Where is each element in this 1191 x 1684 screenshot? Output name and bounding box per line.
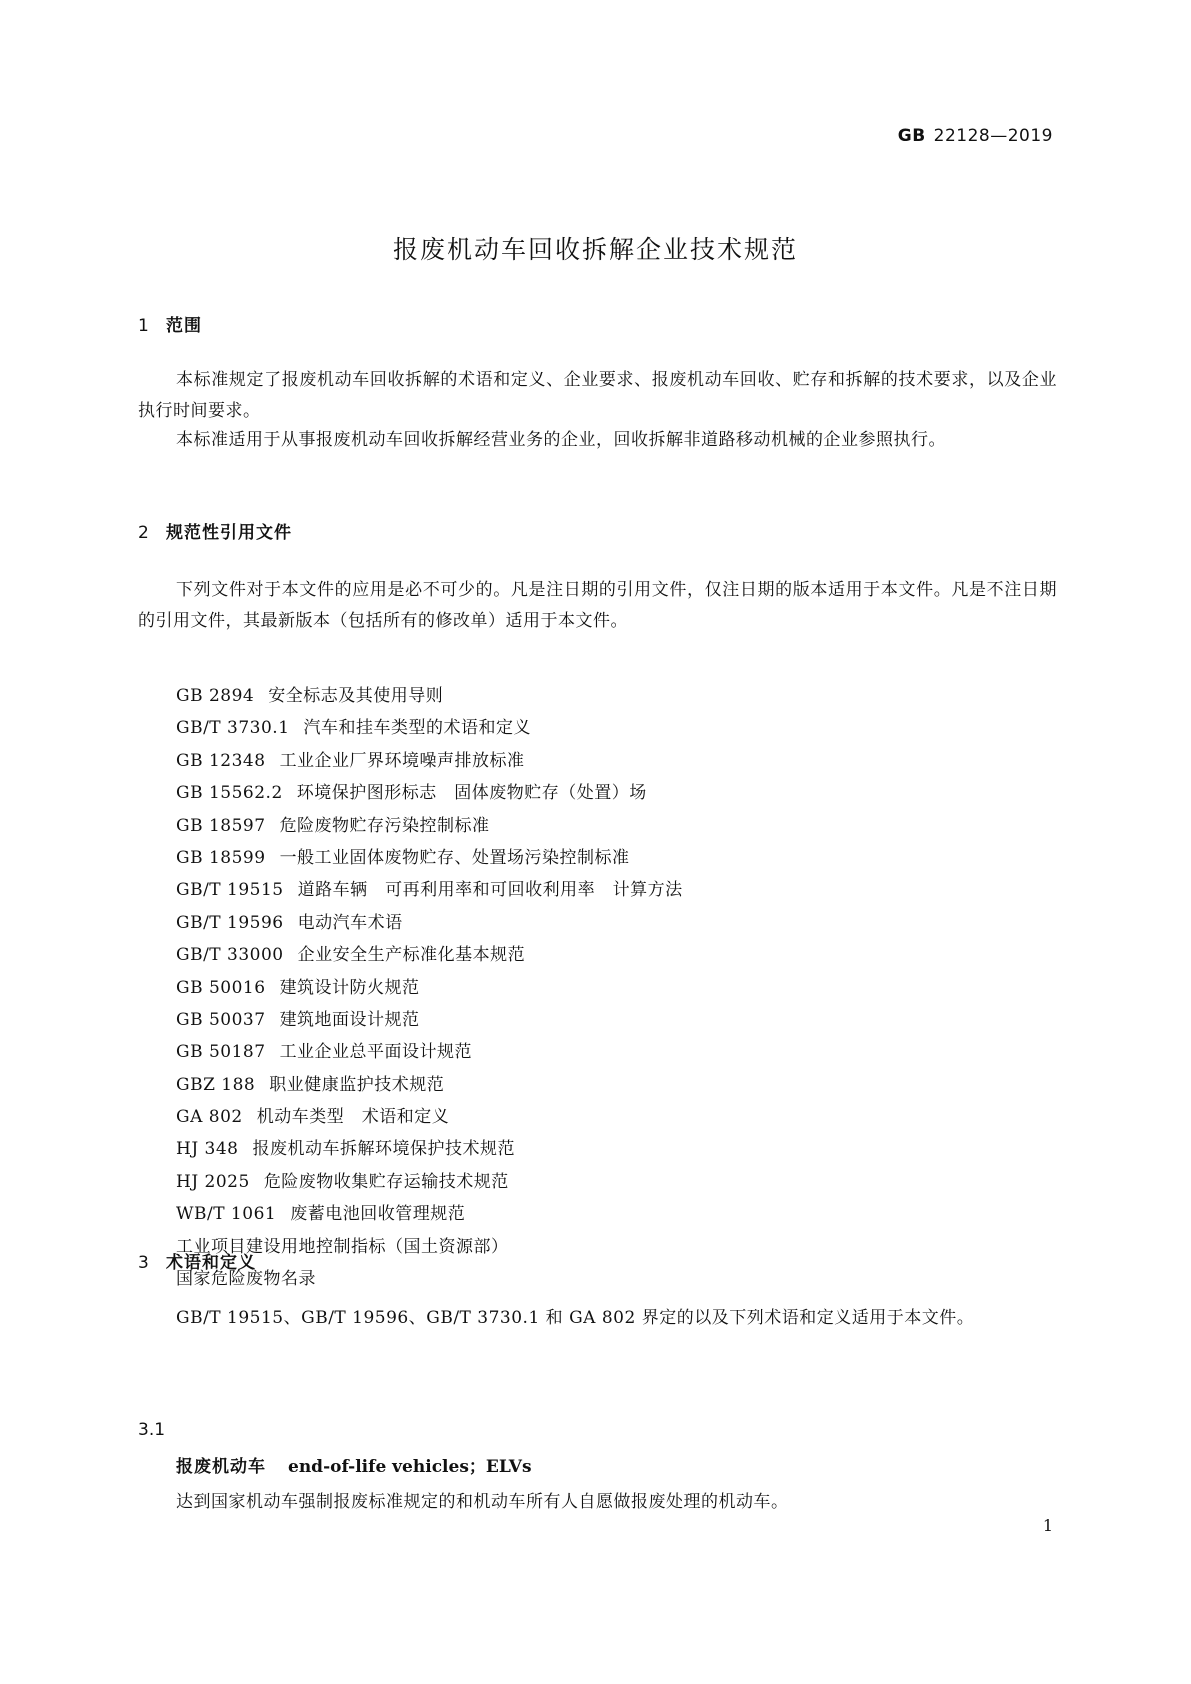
reference-code: GB 18599 — [176, 847, 266, 868]
reference-item — [176, 1036, 683, 1068]
reference-item — [176, 777, 683, 809]
reference-code: GB/T 3730.1 — [176, 718, 290, 739]
reference-title: 职业健康监护技术规范 — [269, 1074, 445, 1095]
reference-item — [176, 1133, 683, 1165]
reference-code: WB/T 1061 — [176, 1204, 277, 1225]
reference-title: 一般工业固体废物贮存、处置场污染控制标准 — [279, 847, 630, 868]
reference-item — [176, 1004, 683, 1036]
reference-item — [176, 1069, 683, 1101]
reference-item — [176, 874, 683, 906]
reference-item — [176, 972, 683, 1004]
section-1-paragraph: 本标准适用于从事报废机动车回收拆解经营业务的企业，回收拆解非道路移动机械的企业参照执行。 — [176, 430, 946, 450]
reference-code: GB 50187 — [176, 1042, 266, 1063]
reference-title: 机动车类型 术语和定义 — [256, 1107, 450, 1128]
reference-item — [176, 1198, 683, 1230]
standard-prefix: GB — [897, 126, 926, 146]
reference-item — [176, 1101, 683, 1133]
reference-code: GBZ 188 — [176, 1074, 256, 1095]
section-2-heading — [138, 518, 292, 543]
reference-code: HJ 2025 — [176, 1171, 250, 1192]
reference-item — [176, 745, 683, 777]
reference-title: 工业企业总平面设计规范 — [279, 1042, 473, 1063]
reference-item — [176, 939, 683, 971]
reference-title: 安全标志及其使用导则 — [268, 686, 444, 706]
reference-item — [176, 1166, 683, 1198]
reference-code: GB 2894 — [176, 686, 255, 706]
term-definition: 达到国家机动车强制报废标准规定的和机动车所有人自愿做报废处理的机动车。 — [176, 1492, 789, 1512]
section-1-heading — [138, 311, 202, 336]
section-number: 1 — [138, 316, 150, 336]
clause-number: 3.1 — [138, 1420, 166, 1440]
term-entry — [176, 1452, 532, 1477]
document-title: 报废机动车回收拆解企业技术规范 — [392, 235, 798, 264]
reference-title: 建筑地面设计规范 — [279, 1009, 420, 1030]
section-2-intro: 下列文件对于本文件的应用是必不可少的。凡是注日期的引用文件，仅注日期的版本适用于本文件。凡是不注日期的引用文件，其最新版本（包括所有的修改单）适用于本文件。 — [138, 580, 1057, 631]
reference-title: 电动汽车术语 — [297, 912, 403, 933]
reference-code: GB 12348 — [176, 750, 266, 771]
reference-item — [176, 810, 683, 842]
reference-title: 工业项目建设用地控制指标（国土资源部） — [176, 1236, 509, 1257]
reference-title: 汽车和挂车类型的术语和定义 — [303, 718, 532, 739]
reference-code: GB/T 19515 — [176, 880, 284, 901]
reference-title: 企业安全生产标准化基本规范 — [297, 945, 526, 966]
standard-code: 22128—2019 — [933, 126, 1053, 146]
reference-code: GB 50037 — [176, 1009, 266, 1030]
reference-code: GB 50016 — [176, 977, 266, 998]
reference-title: 道路车辆 可再利用率和可回收利用率 计算方法 — [297, 880, 683, 901]
reference-code: HJ 348 — [176, 1139, 239, 1160]
standard-number — [898, 126, 1053, 146]
section-title: 术语和定义 — [166, 1253, 256, 1273]
reference-title: 报废机动车拆解环境保护技术规范 — [252, 1139, 515, 1160]
reference-code: GB/T 19596 — [176, 912, 284, 933]
section-title: 范围 — [166, 316, 202, 336]
reference-title: 废蓄电池回收管理规范 — [290, 1204, 466, 1225]
reference-item — [176, 712, 683, 744]
reference-item — [176, 907, 683, 939]
reference-title: 工业企业厂界环境噪声排放标准 — [279, 750, 525, 771]
section-3-heading — [138, 1248, 256, 1273]
section-3-intro: GB/T 19515、GB/T 19596、GB/T 3730.1 和 GA 802 界定的以及下列术语和定义适用于本文件。 — [176, 1308, 975, 1328]
reference-item — [176, 842, 683, 874]
term-english: end-of-life vehicles；ELVs — [288, 1457, 532, 1477]
reference-title: 危险废物贮存污染控制标准 — [279, 815, 490, 836]
reference-title: 建筑设计防火规范 — [279, 977, 420, 998]
section-number: 2 — [138, 523, 150, 543]
reference-title: 国家危险废物名录 — [176, 1269, 316, 1290]
page-number: 1 — [1042, 1516, 1053, 1535]
reference-item — [176, 680, 683, 712]
reference-code: GA 802 — [176, 1107, 243, 1128]
reference-code: GB/T 33000 — [176, 945, 284, 966]
normative-references-list — [176, 680, 683, 1295]
reference-title: 危险废物收集贮存运输技术规范 — [263, 1171, 509, 1192]
section-1-paragraph: 本标准规定了报废机动车回收拆解的术语和定义、企业要求、报废机动车回收、贮存和拆解的技术要求，以及企业执行时间要求。 — [138, 370, 1057, 421]
term-chinese: 报废机动车 — [176, 1457, 266, 1477]
reference-code: GB 18597 — [176, 815, 266, 836]
reference-code: GB 15562.2 — [176, 783, 283, 804]
section-title: 规范性引用文件 — [166, 523, 292, 543]
reference-title: 环境保护图形标志 固体废物贮存（处置）场 — [296, 783, 647, 804]
section-number: 3 — [138, 1253, 150, 1273]
